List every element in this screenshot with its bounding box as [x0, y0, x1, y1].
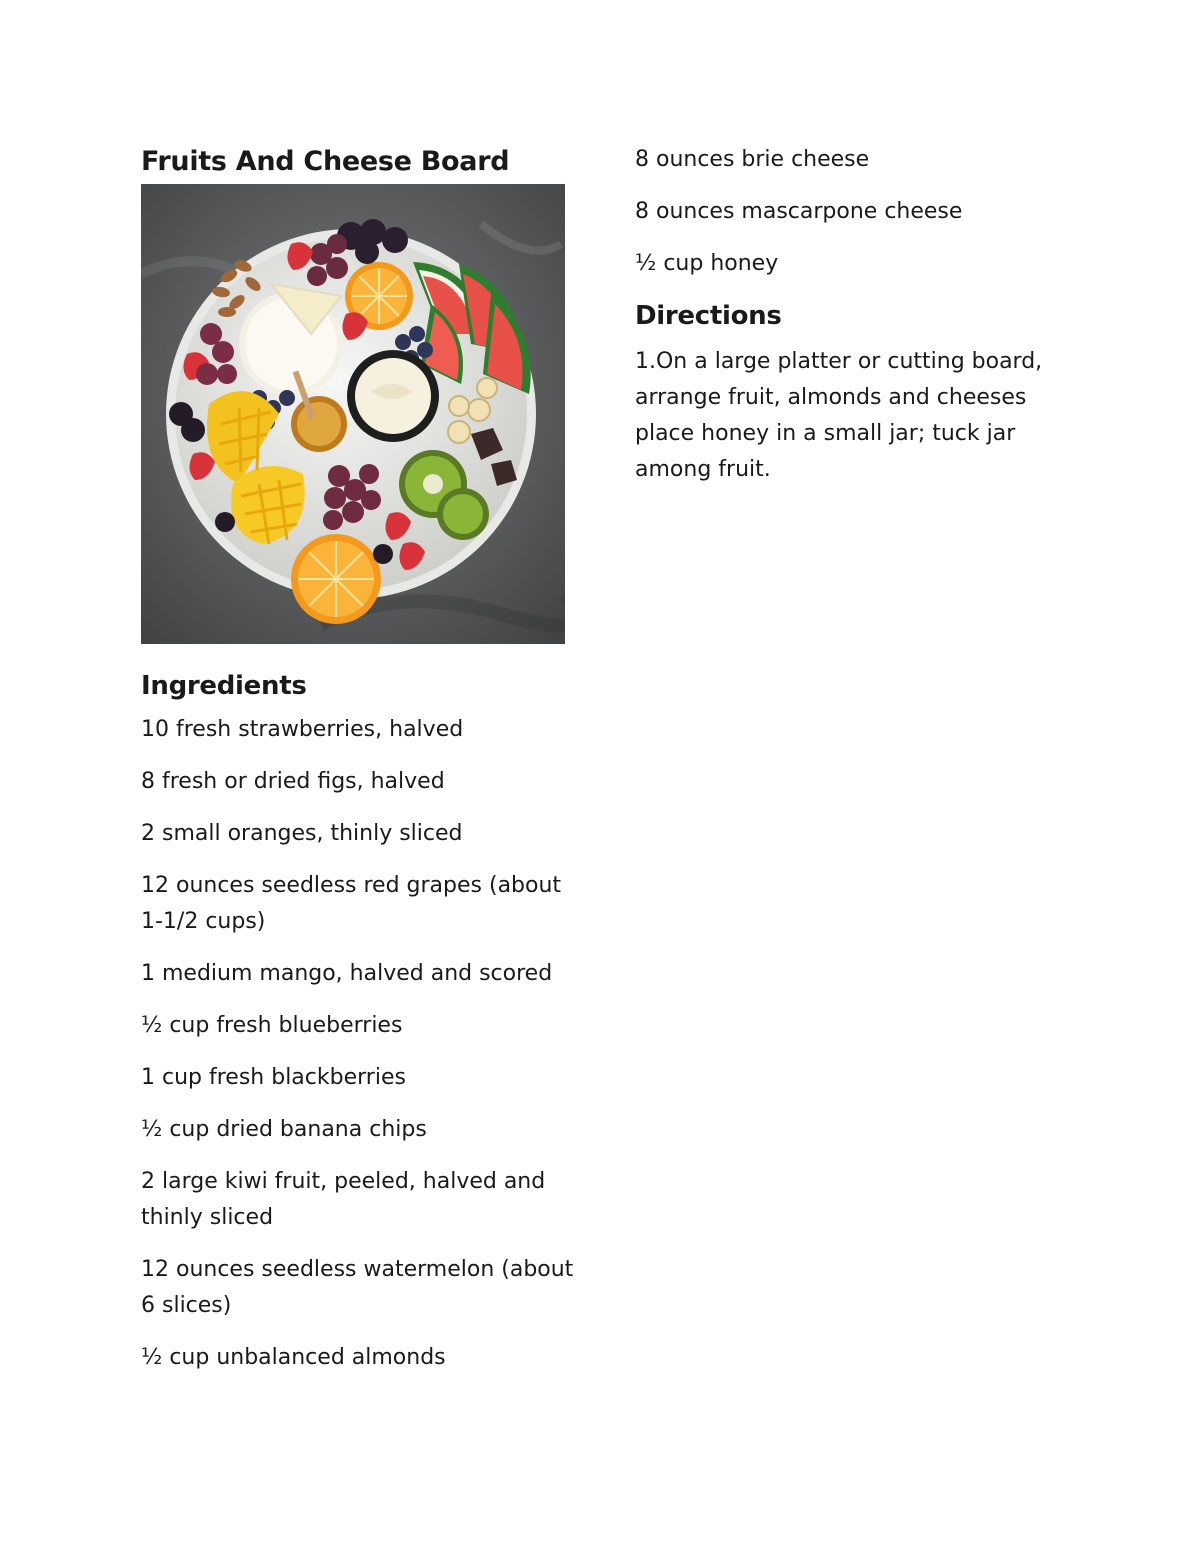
ingredient-item: 8 ounces mascarpone cheese: [635, 199, 963, 224]
ingredient-item: 12 ounces seedless red grapes (about 1-1/2 cups): [141, 873, 562, 934]
ingredient-item: 8 ounces brie cheese: [635, 147, 870, 172]
ingredient-item: ½ cup honey: [635, 251, 779, 276]
ingredient-item: ½ cup unbalanced almonds: [141, 1345, 446, 1370]
ingredient-item: 12 ounces seedless watermelon (about 6 slices): [141, 1257, 574, 1318]
ingredient-item: 2 small oranges, thinly sliced: [141, 821, 463, 846]
ingredients-heading: Ingredients: [141, 671, 307, 701]
ingredients-list-continued: [635, 142, 1065, 282]
ingredient-item: 1 cup fresh blackberries: [141, 1065, 406, 1090]
directions-section: [635, 344, 1065, 488]
direction-step: 1.On a large platter or cutting board, arrange fruit, almonds and cheeses place honey in a small jar; tuck jar among fruit.: [635, 349, 1043, 482]
ingredient-item: 1 medium mango, halved and scored: [141, 961, 553, 986]
directions-heading: Directions: [635, 301, 782, 331]
ingredient-item: 8 fresh or dried figs, halved: [141, 769, 445, 794]
ingredients-list: [141, 712, 581, 1376]
ingredient-item: ½ cup dried banana chips: [141, 1117, 427, 1142]
ingredient-item: 10 fresh strawberries, halved: [141, 717, 464, 742]
fruit-cheese-board-photo: [141, 184, 565, 644]
ingredient-item: 2 large kiwi fruit, peeled, halved and thinly sliced: [141, 1169, 546, 1230]
left-column: [141, 140, 581, 1392]
right-column: [635, 140, 1065, 488]
ingredient-item: ½ cup fresh blueberries: [141, 1013, 403, 1038]
recipe-title: Fruits And Cheese Board: [141, 146, 510, 177]
